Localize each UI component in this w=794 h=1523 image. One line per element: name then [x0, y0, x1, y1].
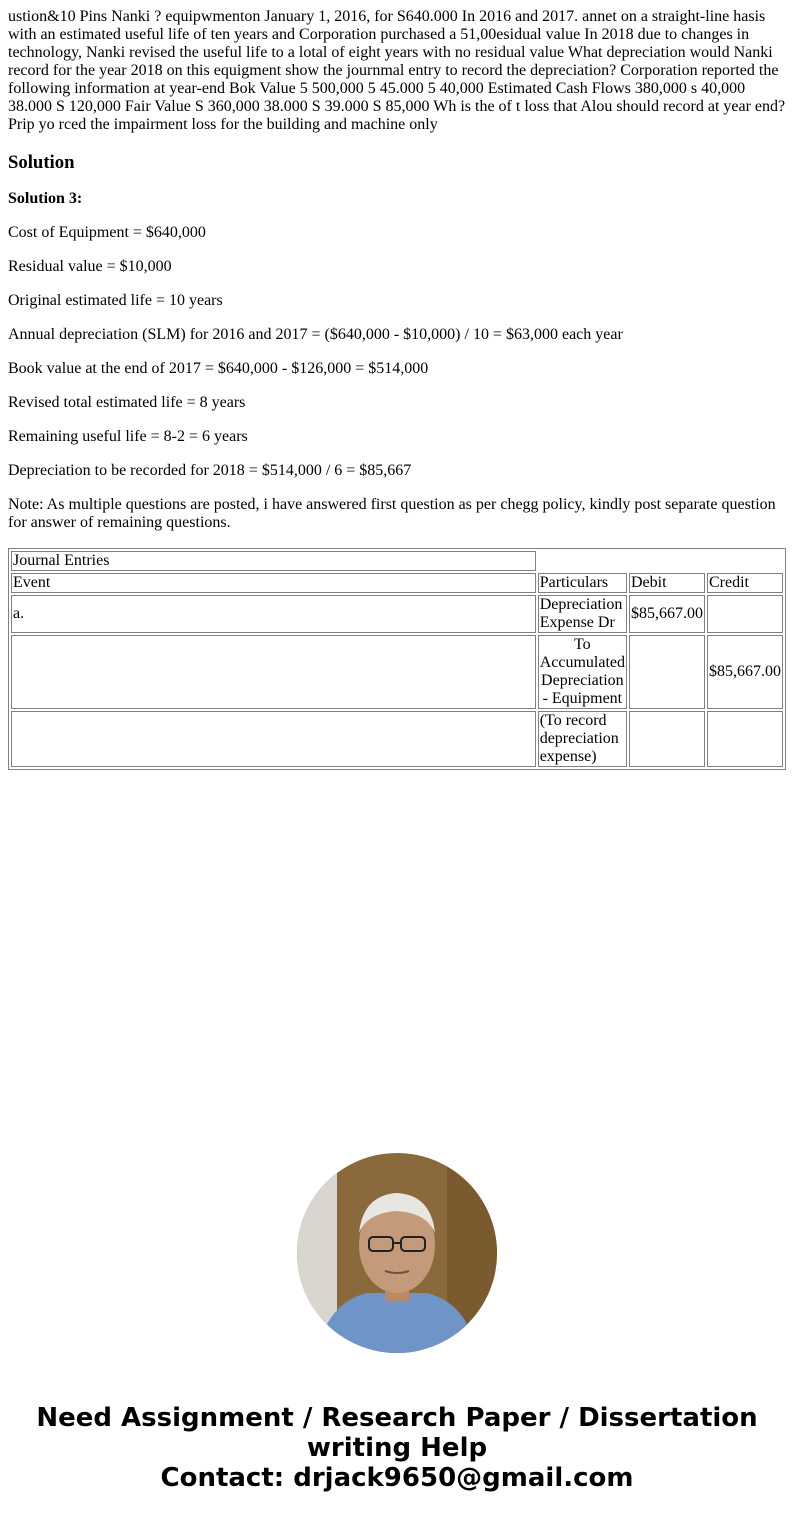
cell-credit [707, 595, 783, 633]
document-content [8, 8, 786, 770]
solution-line-residual: Residual value = $10,000 [8, 258, 172, 275]
title-spacer [538, 551, 783, 571]
cell-credit: $85,667.00 [707, 635, 783, 709]
solution-line-original-life: Original estimated life = 10 years [8, 292, 223, 309]
cell-event [11, 635, 536, 709]
cell-particulars: Depreciation Expense Dr [538, 595, 627, 633]
cell-particulars: (To record depreciation expense) [538, 711, 627, 767]
table-row [11, 595, 783, 633]
solution-line-remaining-life: Remaining useful life = 8-2 = 6 years [8, 428, 248, 445]
promo-contact: Contact: drjack9650@gmail.com [160, 1463, 634, 1493]
cell-debit [629, 711, 705, 767]
journal-entries-table [8, 548, 786, 770]
solution-heading: Solution [8, 152, 75, 173]
header-particulars: Particulars [538, 573, 627, 593]
promo-line-1: Need Assignment / Research Paper / Dissertation [36, 1403, 758, 1433]
cell-particulars: To Accumulated Depreciation - Equipment [539, 636, 625, 707]
solution-subheading: Solution 3: [8, 190, 83, 207]
cell-event [11, 711, 536, 767]
promo-line-2: writing Help [306, 1433, 488, 1463]
table-row [11, 711, 783, 767]
header-event: Event [11, 573, 536, 593]
solution-line-book-value: Book value at the end of 2017 = $640,000 - $126,000 = $514,000 [8, 360, 429, 377]
question-text: ustion&10 Pins Nanki ? equipwmenton January 1, 2016, for S640.000 In 2016 and 2017. annet on a straight-line hasis with an estimated useful life of ten years and Corporation purchased a 51,00esidual value In 2018 due to changes in technology, Nanki revised the useful life to a lotal of eight years with no residual value What depreciation would Nanki record for the year 2018 on this equigment show the journmal entry to record the depreciation? Corporation reported the following information at year-end Bok Value 5 500,000 5 45.000 5 40,000 Estimated Cash Flows 380,000 s 40,000 38.000 S 120,000 Fair Value S 360,000 38.000 S 39.000 S 85,000 Wh is the of t loss that Alou should record at year end? Prip yo rced the impairment loss for the building and machine only [8, 8, 786, 133]
header-debit: Debit [629, 573, 705, 593]
table-header-row [11, 573, 783, 593]
avatar-portrait-image [297, 1153, 497, 1353]
solution-line-depreciation-2018: Depreciation to be recorded for 2018 = $514,000 / 6 = $85,667 [8, 462, 412, 479]
cell-debit [629, 635, 705, 709]
journal-title: Journal Entries [11, 551, 536, 571]
promo-text [0, 1403, 794, 1493]
header-credit: Credit [707, 573, 783, 593]
cell-debit: $85,667.00 [629, 595, 705, 633]
solution-line-annual-depreciation: Annual depreciation (SLM) for 2016 and 2017 = ($640,000 - $10,000) / 10 = $63,000 each year [8, 326, 623, 343]
author-avatar [297, 1153, 497, 1353]
cell-credit [707, 711, 783, 767]
table-title-row [11, 551, 783, 571]
solution-note: Note: As multiple questions are posted, i have answered first question as per chegg policy, kindly post separate question for answer of remaining questions. [8, 496, 776, 531]
table-row [11, 635, 783, 709]
cell-event: a. [11, 595, 536, 633]
solution-line-cost: Cost of Equipment = $640,000 [8, 224, 206, 241]
solution-line-revised-life: Revised total estimated life = 8 years [8, 394, 246, 411]
